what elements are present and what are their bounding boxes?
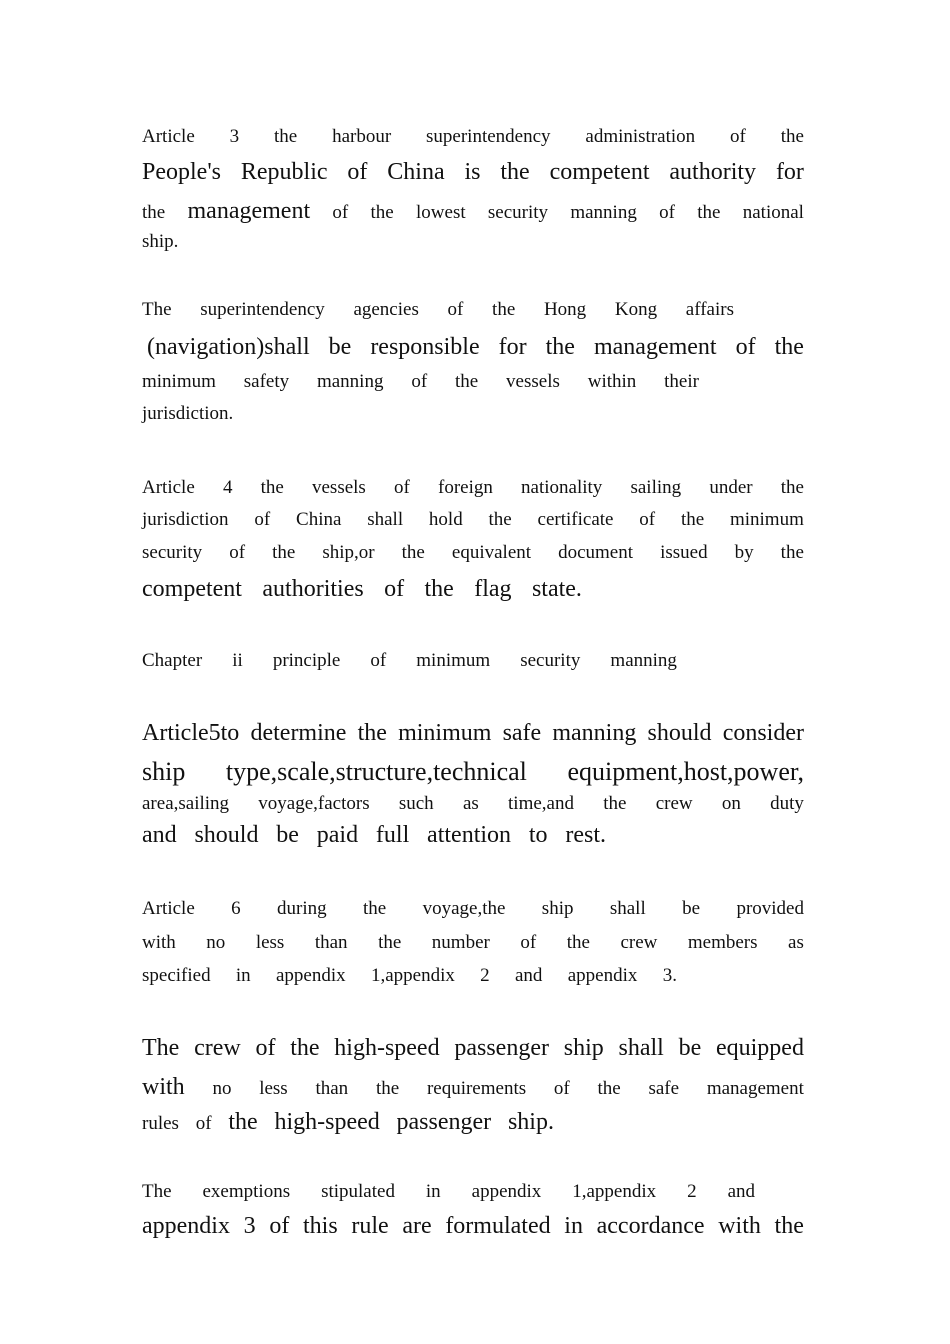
word: of bbox=[332, 202, 349, 223]
word: rules bbox=[142, 1113, 179, 1134]
word: this bbox=[303, 1213, 338, 1239]
word: principle bbox=[272, 650, 341, 671]
word: 3 bbox=[243, 1213, 256, 1239]
word: the bbox=[500, 159, 530, 185]
word: rule bbox=[351, 1213, 389, 1239]
word: within bbox=[587, 371, 637, 392]
word: agencies bbox=[353, 299, 419, 320]
word: nationality bbox=[521, 477, 603, 498]
word: shall bbox=[609, 898, 646, 919]
word: harbour bbox=[332, 126, 392, 147]
word: should bbox=[194, 822, 259, 848]
word: management bbox=[706, 1078, 804, 1099]
word: be bbox=[276, 822, 299, 848]
word: of bbox=[269, 1213, 290, 1239]
word: the bbox=[375, 1078, 400, 1099]
word: no bbox=[212, 1078, 232, 1099]
text-line bbox=[142, 231, 804, 253]
word: are bbox=[402, 1213, 432, 1239]
word: less bbox=[259, 1078, 288, 1099]
word: certificate bbox=[537, 509, 614, 530]
word: the bbox=[680, 509, 705, 530]
word: Chapter bbox=[142, 650, 203, 671]
word: of bbox=[553, 1078, 570, 1099]
word: determine bbox=[250, 720, 347, 746]
word: be bbox=[328, 334, 352, 360]
text-line bbox=[142, 477, 804, 499]
word: be bbox=[678, 1035, 702, 1061]
word: the bbox=[363, 898, 387, 919]
word: vessels bbox=[506, 371, 560, 392]
word: high-speed bbox=[274, 1109, 380, 1135]
word: on bbox=[721, 793, 741, 814]
word: ii bbox=[232, 650, 243, 671]
word: Republic bbox=[240, 159, 328, 185]
word: minimum bbox=[398, 720, 492, 746]
word: hold bbox=[428, 509, 463, 530]
word: 1,appendix bbox=[572, 1181, 657, 1202]
word: appendix bbox=[471, 1181, 542, 1202]
word: The bbox=[142, 299, 172, 320]
word: competent bbox=[549, 159, 650, 185]
word: by bbox=[734, 542, 754, 563]
word: shall bbox=[618, 1035, 664, 1061]
word: the bbox=[454, 371, 479, 392]
word: during bbox=[277, 898, 327, 919]
word: the bbox=[780, 477, 804, 498]
word: administration bbox=[585, 126, 696, 147]
word: with bbox=[142, 1074, 185, 1100]
word: of bbox=[255, 1035, 276, 1061]
word: for bbox=[498, 334, 527, 360]
word: accordance bbox=[596, 1213, 705, 1239]
text-line bbox=[142, 1074, 804, 1101]
word: of bbox=[730, 126, 746, 147]
text-line bbox=[142, 1035, 804, 1062]
word: the bbox=[566, 932, 590, 953]
word: the bbox=[488, 509, 512, 530]
text-line bbox=[142, 159, 804, 186]
word: (navigation)shall bbox=[147, 334, 310, 360]
text-line bbox=[147, 334, 804, 361]
word: People's bbox=[142, 159, 221, 185]
word: equipped bbox=[715, 1035, 804, 1061]
word: national bbox=[742, 202, 804, 223]
word: equivalent bbox=[451, 542, 532, 563]
word: than bbox=[314, 932, 348, 953]
word: flag bbox=[474, 576, 512, 602]
word: authority bbox=[669, 159, 757, 185]
word: the bbox=[370, 202, 394, 223]
word: 4 bbox=[222, 477, 233, 498]
word: 6 bbox=[231, 898, 241, 919]
word: responsible bbox=[370, 334, 480, 360]
word: 1,appendix bbox=[370, 965, 455, 986]
word: vessels bbox=[312, 477, 366, 498]
word: the bbox=[774, 334, 804, 360]
word: manning bbox=[570, 202, 637, 223]
text-line bbox=[142, 822, 606, 849]
word: manning bbox=[610, 650, 677, 671]
word: with bbox=[718, 1213, 761, 1239]
word: and bbox=[727, 1181, 755, 1202]
word: of bbox=[520, 932, 537, 953]
word: as bbox=[788, 932, 804, 953]
word: ship bbox=[142, 757, 186, 786]
word: ship. bbox=[142, 231, 179, 252]
word: with bbox=[142, 932, 176, 953]
word: exemptions bbox=[202, 1181, 291, 1202]
word: the bbox=[401, 542, 425, 563]
word: affairs bbox=[685, 299, 734, 320]
word: of bbox=[447, 299, 464, 320]
word: the bbox=[228, 1109, 258, 1135]
word: of bbox=[195, 1113, 212, 1134]
word: high-speed bbox=[334, 1035, 440, 1061]
word: be bbox=[682, 898, 701, 919]
word: voyage,factors bbox=[258, 793, 370, 814]
word: appendix bbox=[567, 965, 638, 986]
word: security bbox=[520, 650, 581, 671]
word: the bbox=[378, 932, 402, 953]
word: crew bbox=[194, 1035, 241, 1061]
word: paid bbox=[316, 822, 359, 848]
word: the bbox=[780, 126, 804, 147]
word: the bbox=[357, 720, 387, 746]
word: China bbox=[387, 159, 445, 185]
word: the bbox=[142, 202, 166, 223]
word: document bbox=[558, 542, 634, 563]
word: lowest bbox=[416, 202, 466, 223]
word: of bbox=[347, 159, 368, 185]
word: the bbox=[260, 477, 284, 498]
word: should bbox=[647, 720, 712, 746]
word: of bbox=[639, 509, 656, 530]
word: 2 bbox=[480, 965, 490, 986]
text-line bbox=[142, 898, 804, 920]
word: Article bbox=[142, 477, 195, 498]
word: passenger bbox=[396, 1109, 492, 1135]
word: crew bbox=[655, 793, 693, 814]
word: of bbox=[411, 371, 428, 392]
word: Kong bbox=[614, 299, 658, 320]
word: The bbox=[142, 1181, 172, 1202]
text-line bbox=[142, 299, 734, 321]
word: ship,or bbox=[322, 542, 375, 563]
word: management bbox=[187, 198, 311, 224]
word: time,and bbox=[508, 793, 574, 814]
word: security bbox=[487, 202, 549, 223]
word: to bbox=[528, 822, 548, 848]
word: requirements bbox=[426, 1078, 527, 1099]
text-line bbox=[142, 1181, 755, 1203]
word: ship bbox=[563, 1035, 604, 1061]
word: security bbox=[142, 542, 203, 563]
word: the bbox=[780, 542, 804, 563]
word: of bbox=[394, 477, 410, 498]
word: competent bbox=[142, 576, 242, 602]
word: management bbox=[593, 334, 717, 360]
word: 3 bbox=[229, 126, 240, 147]
word: of bbox=[370, 650, 387, 671]
word: members bbox=[687, 932, 758, 953]
text-line bbox=[142, 932, 804, 954]
word: full bbox=[375, 822, 410, 848]
word: stipulated bbox=[321, 1181, 395, 1202]
word: The bbox=[142, 1035, 180, 1061]
text-line bbox=[142, 542, 804, 564]
word: equipment,host,power, bbox=[567, 757, 804, 786]
word: the bbox=[603, 793, 627, 814]
word: appendix bbox=[275, 965, 346, 986]
word: China bbox=[296, 509, 342, 530]
text-line bbox=[142, 965, 677, 987]
word: authorities bbox=[262, 576, 364, 602]
word: of bbox=[254, 509, 271, 530]
word: as bbox=[462, 793, 479, 814]
word: Article bbox=[142, 126, 195, 147]
word: the bbox=[774, 1213, 804, 1239]
word: state. bbox=[531, 576, 582, 602]
word: of bbox=[735, 334, 756, 360]
word: the bbox=[272, 542, 296, 563]
word: formulated bbox=[445, 1213, 551, 1239]
word: no bbox=[206, 932, 226, 953]
text-line bbox=[142, 1109, 554, 1136]
word: minimum bbox=[416, 650, 491, 671]
word: and bbox=[514, 965, 543, 986]
word: manning bbox=[552, 720, 637, 746]
word: less bbox=[255, 932, 285, 953]
word: is bbox=[464, 159, 481, 185]
word: under bbox=[709, 477, 753, 498]
word: foreign bbox=[438, 477, 493, 498]
word: the bbox=[545, 334, 575, 360]
word: provided bbox=[736, 898, 804, 919]
text-line bbox=[142, 650, 677, 672]
text-line bbox=[142, 198, 804, 225]
word: type,scale,structure,technical bbox=[225, 757, 527, 786]
word: ship. bbox=[507, 1109, 554, 1135]
text-line bbox=[142, 1213, 804, 1240]
word: of bbox=[384, 576, 405, 602]
text-line bbox=[142, 793, 804, 815]
word: Article5to bbox=[142, 720, 240, 746]
word: crew bbox=[620, 932, 658, 953]
word: superintendency bbox=[200, 299, 325, 320]
word: jurisdiction. bbox=[142, 403, 234, 424]
text-line bbox=[142, 757, 804, 787]
word: Article bbox=[142, 898, 195, 919]
word: of bbox=[229, 542, 246, 563]
word: area,sailing bbox=[142, 793, 230, 814]
word: 2 bbox=[687, 1181, 697, 1202]
word: of bbox=[659, 202, 675, 223]
text-line bbox=[142, 576, 582, 603]
text-line bbox=[142, 403, 804, 425]
word: and bbox=[142, 822, 177, 848]
word: voyage,the bbox=[422, 898, 506, 919]
word: minimum bbox=[142, 371, 216, 392]
word: sailing bbox=[630, 477, 682, 498]
word: for bbox=[775, 159, 804, 185]
word: manning bbox=[316, 371, 384, 392]
word: attention bbox=[427, 822, 512, 848]
word: 3. bbox=[662, 965, 677, 986]
word: jurisdiction bbox=[142, 509, 229, 530]
word: specified bbox=[142, 965, 211, 986]
word: number bbox=[431, 932, 490, 953]
word: the bbox=[597, 1078, 621, 1099]
text-line bbox=[142, 126, 804, 148]
word: ship bbox=[541, 898, 574, 919]
text-line bbox=[142, 509, 804, 531]
word: minimum bbox=[729, 509, 804, 530]
word: consider bbox=[722, 720, 804, 746]
text-line bbox=[142, 720, 804, 747]
word: such bbox=[398, 793, 434, 814]
word: duty bbox=[770, 793, 804, 814]
word: passenger bbox=[454, 1035, 549, 1061]
word: in bbox=[235, 965, 251, 986]
word: their bbox=[664, 371, 699, 392]
word: the bbox=[697, 202, 721, 223]
word: issued bbox=[660, 542, 708, 563]
word: than bbox=[315, 1078, 349, 1099]
text-line bbox=[142, 371, 699, 393]
word: the bbox=[424, 576, 454, 602]
word: safe bbox=[502, 720, 542, 746]
word: safety bbox=[243, 371, 290, 392]
word: the bbox=[492, 299, 516, 320]
word: safe bbox=[648, 1078, 680, 1099]
word: the bbox=[290, 1035, 320, 1061]
word: in bbox=[564, 1213, 583, 1239]
word: Hong bbox=[543, 299, 587, 320]
word: rest. bbox=[565, 822, 606, 848]
word: appendix bbox=[142, 1213, 230, 1239]
word: in bbox=[425, 1181, 441, 1202]
word: the bbox=[273, 126, 298, 147]
word: shall bbox=[367, 509, 404, 530]
word: superintendency bbox=[426, 126, 551, 147]
